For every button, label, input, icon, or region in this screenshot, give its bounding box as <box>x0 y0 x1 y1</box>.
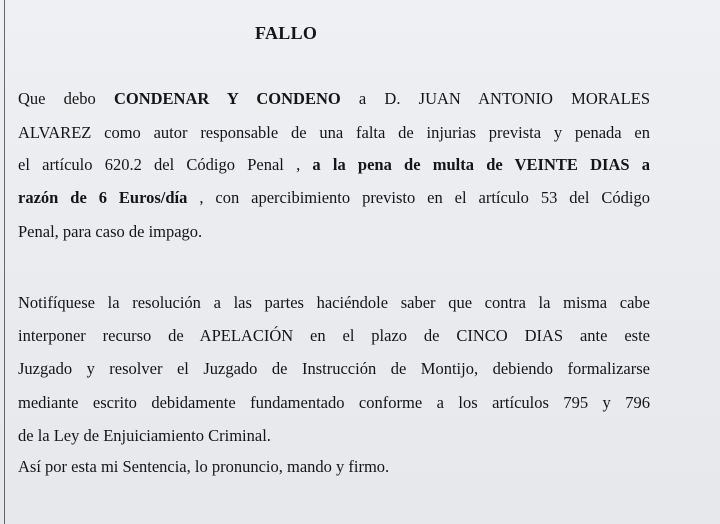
notification-line-1: Notifíquese la resolución a las partes haciéndole saber que contra la misma cabe <box>18 293 650 312</box>
verdict-line-1-pre: Que debo <box>18 89 96 108</box>
verdict-line-1 <box>18 89 650 109</box>
verdict-line-4 <box>18 188 650 208</box>
verdict-line-3 <box>18 155 650 175</box>
notification-line-5: de la Ley de Enjuiciamiento Criminal. <box>18 426 271 445</box>
verdict-line-4-strong: razón de 6 Euros/día <box>18 188 188 207</box>
verdict-line-1-strong: CONDENAR Y CONDENO <box>113 89 341 108</box>
notification-line-3: Juzgado y resolver el Juzgado de Instrucción de Montijo, debiendo formalizarse <box>18 359 650 378</box>
verdict-line-3-pre: el artículo 620.2 del Código Penal , <box>18 155 301 174</box>
notification-line-2: interponer recurso de APELACIÓN en el plazo de CINCO DIAS ante este <box>18 326 650 345</box>
document-title: FALLO <box>255 23 318 43</box>
verdict-line-2: ALVAREZ como autor responsable de una falta de injurias prevista y penada en <box>18 123 650 142</box>
closing-line: Así por esta mi Sentencia, lo pronuncio, mando y firmo. <box>18 457 390 476</box>
verdict-line-5: Penal, para caso de impago. <box>18 222 203 241</box>
verdict-line-1-post: a D. JUAN ANTONIO MORALES <box>358 89 651 108</box>
notification-line-4: mediante escrito debidamente fundamentado conforme a los artículos 795 y 796 <box>18 393 650 412</box>
verdict-line-3-strong: a la pena de multa de VEINTE DIAS a <box>312 155 650 174</box>
left-margin-rule <box>4 0 5 524</box>
verdict-line-4-post: , con apercibimiento previsto en el artículo 53 del Código <box>199 188 650 207</box>
